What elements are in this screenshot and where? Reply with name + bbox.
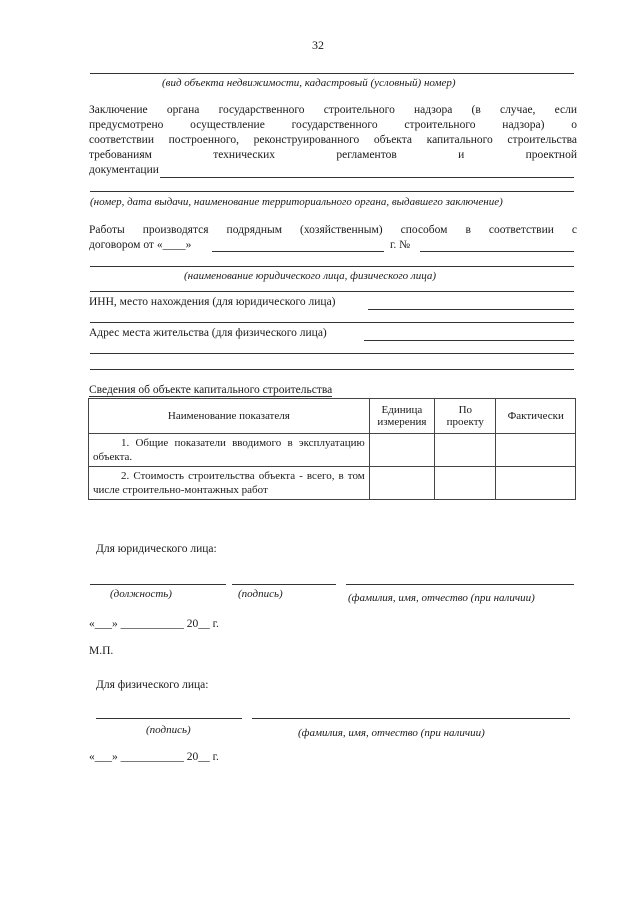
conclusion-caption: (номер, дата выдачи, наименование территориального органа, выдавшего заключение) [90,196,503,208]
table-cell-actual-2[interactable] [496,467,576,500]
stamp-label: М.П. [89,645,114,657]
works-line-2-number: г. № [390,239,411,251]
table-title: Сведения об объекте капитального строительства [89,384,333,396]
individual-signature-caption: (подпись) [146,724,191,736]
position-line[interactable] [90,584,226,585]
property-caption: (вид объекта недвижимости, кадастровый (условный) номер) [162,77,456,89]
works-line-1: Работы производятся подрядным (хозяйственным) способом в соответствии с [89,224,577,236]
fullname-caption: (фамилия, имя, отчество (при наличии) [348,592,535,604]
contract-number-line[interactable] [420,251,574,252]
table-cell-project-1[interactable] [435,434,496,467]
address-fill-line-2[interactable] [90,353,574,354]
inn-label: ИНН, место нахождения (для юридического лица) [89,296,336,308]
contract-date-line[interactable] [212,251,384,252]
address-fill-line-3[interactable] [90,369,574,370]
page-number: 32 [312,38,324,52]
address-fill-line[interactable] [364,340,574,341]
table-cell-unit-1[interactable] [369,434,434,467]
table-row-general-label: 1. Общие показатели вводимого в эксплуатацию объекта. [89,434,370,467]
works-line-2-start: договором от «____» [89,239,192,251]
conclusion-fill-line-2[interactable] [90,191,574,192]
individual-fullname-caption: (фамилия, имя, отчество (при наличии) [298,727,485,739]
conclusion-line-2: предусмотрено осуществление государственного строительного надзора) о [89,119,577,131]
signature-line[interactable] [232,584,336,585]
entity-caption: (наименование юридического лица, физического лица) [184,270,436,282]
individual-signature-line[interactable] [96,718,242,719]
fullname-line[interactable] [346,584,574,585]
address-label: Адрес места жительства (для физического лица) [89,327,327,339]
date-line-legal[interactable]: «___» ___________ 20__ г. [89,618,219,630]
individual-fullname-line[interactable] [252,718,570,719]
conclusion-line-3: соответствии построенного, реконструированного объекта капитального строительства [89,134,577,146]
conclusion-line-4: требованиям технических регламентов и проектной [89,149,577,161]
individual-label: Для физического лица: [96,679,209,691]
conclusion-line-1: Заключение органа государственного строительного надзора (в случае, если [89,104,577,116]
documentation-fill-line[interactable] [160,177,574,178]
capital-object-table [88,398,576,500]
entity-fill-line[interactable] [90,266,574,267]
table-cell-actual-1[interactable] [496,434,576,467]
signature-caption: (подпись) [238,588,283,600]
legal-entity-label: Для юридического лица: [96,543,217,555]
col-header-actual: Фактически [496,399,576,434]
col-header-project: По проекту [435,399,496,434]
table-cell-project-2[interactable] [435,467,496,500]
col-header-indicator: Наименование показателя [89,399,370,434]
conclusion-line-5: документации [89,164,159,176]
inn-fill-line-2[interactable] [90,322,574,323]
table-row-cost-label: 2. Стоимость строительства объекта - всего, в том числе строительно-монтажных работ [89,467,370,500]
property-line [90,73,574,74]
table-cell-unit-2[interactable] [369,467,434,500]
col-header-unit: Единица измерения [369,399,434,434]
date-line-individual[interactable]: «___» ___________ 20__ г. [89,751,219,763]
position-caption: (должность) [110,588,172,600]
inn-fill-line[interactable] [368,309,574,310]
inn-top-line[interactable] [90,291,574,292]
